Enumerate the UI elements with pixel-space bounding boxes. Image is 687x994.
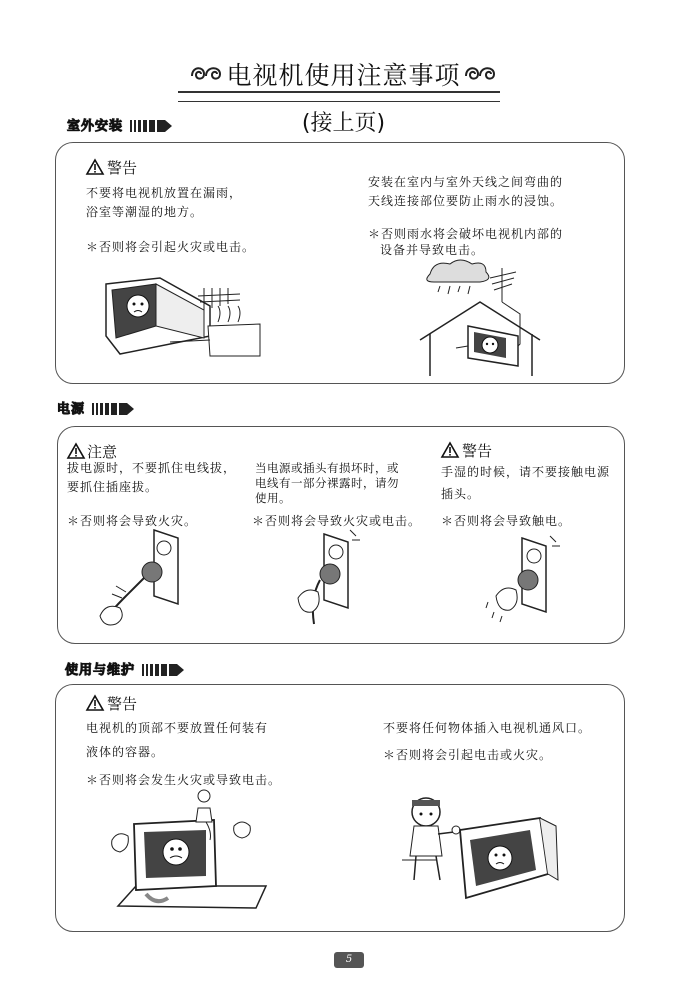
power-col2-text-3: 使用。 <box>255 491 291 505</box>
tv-bathroom-illustration <box>100 266 270 366</box>
usage-left-note: ＊否则将会发生火灾或导致电击。 <box>86 773 282 787</box>
page-title: 电视机使用注意事项 <box>226 61 461 90</box>
warning-triangle-icon <box>86 695 104 711</box>
power-col2-text-2: 电线有一部分裸露时，请勿 <box>255 476 399 490</box>
page-subtitle: (接上页) <box>301 111 386 136</box>
usage-left-text-1: 电视机的顶部不要放置任何装有 <box>86 721 269 735</box>
outdoor-left-text-1: 不要将电视机放置在漏雨， <box>86 186 243 200</box>
section-label-usage <box>65 659 186 678</box>
power-col3-text-2: 插头。 <box>441 487 481 501</box>
outdoor-right-note-2: 设备并导致电击。 <box>380 243 485 257</box>
right-ornament-icon <box>462 62 498 84</box>
warning-heading: 警告 <box>107 695 138 713</box>
wet-hands-plug-illustration <box>486 534 576 624</box>
power-col1-text-2: 要抓住插座拔。 <box>67 480 159 494</box>
power-col1-text-1: 拔电源时，不要抓住电线拔， <box>67 461 237 475</box>
power-col3-text-1: 手湿的时候，请不要接触电源 <box>441 465 611 479</box>
power-col2-text-1: 当电源或插头有损坏时，或 <box>255 461 399 475</box>
power-col3-note: ＊否则将会导致触电。 <box>441 514 572 528</box>
section-label-text: 电源 <box>57 402 86 417</box>
arrow-bars-icon <box>140 664 186 676</box>
warning-triangle-icon <box>441 442 459 458</box>
power-col2-note: ＊否则将会导致火灾或电击。 <box>252 514 422 528</box>
usage-right-text-1: 不要将任何物体插入电视机通风口。 <box>383 721 592 735</box>
title-underline <box>178 91 500 102</box>
arrow-bars-icon <box>128 120 174 132</box>
warning-triangle-icon <box>86 159 104 175</box>
outdoor-right-text-2: 天线连接部位要防止雨水的浸蚀。 <box>368 194 564 208</box>
caution-triangle-icon <box>67 443 85 459</box>
power-col1-note: ＊否则将会导致火灾。 <box>67 514 198 528</box>
outdoor-right-note-1: ＊否则雨水将会破坏电视机内部的 <box>368 227 564 241</box>
house-antenna-illustration <box>420 258 570 376</box>
caution-heading: 注意 <box>87 443 118 461</box>
section-label-text: 室外安装 <box>67 119 124 134</box>
section-label-outdoor <box>67 115 174 134</box>
warning-heading: 警告 <box>107 159 138 177</box>
tv-with-vase-illustration <box>106 786 266 916</box>
section-label-text: 使用与维护 <box>65 663 136 678</box>
outdoor-left-note: ＊否则将会引起火灾或电击。 <box>86 240 256 254</box>
warning-heading: 警告 <box>462 442 493 460</box>
arrow-bars-icon <box>90 403 136 415</box>
usage-left-text-2: 液体的容器。 <box>86 745 165 759</box>
page-number: 5 <box>334 952 364 968</box>
section-label-power <box>57 398 136 417</box>
usage-right-note: ＊否则将会引起电击或火灾。 <box>383 748 553 762</box>
outdoor-left-text-2: 浴室等潮湿的地方。 <box>86 205 204 219</box>
damaged-plug-illustration <box>290 528 380 628</box>
child-poking-tv-illustration <box>396 790 566 910</box>
outdoor-right-text-1: 安装在室内与室外天线之间弯曲的 <box>368 175 564 189</box>
plug-pull-illustration <box>96 528 196 628</box>
